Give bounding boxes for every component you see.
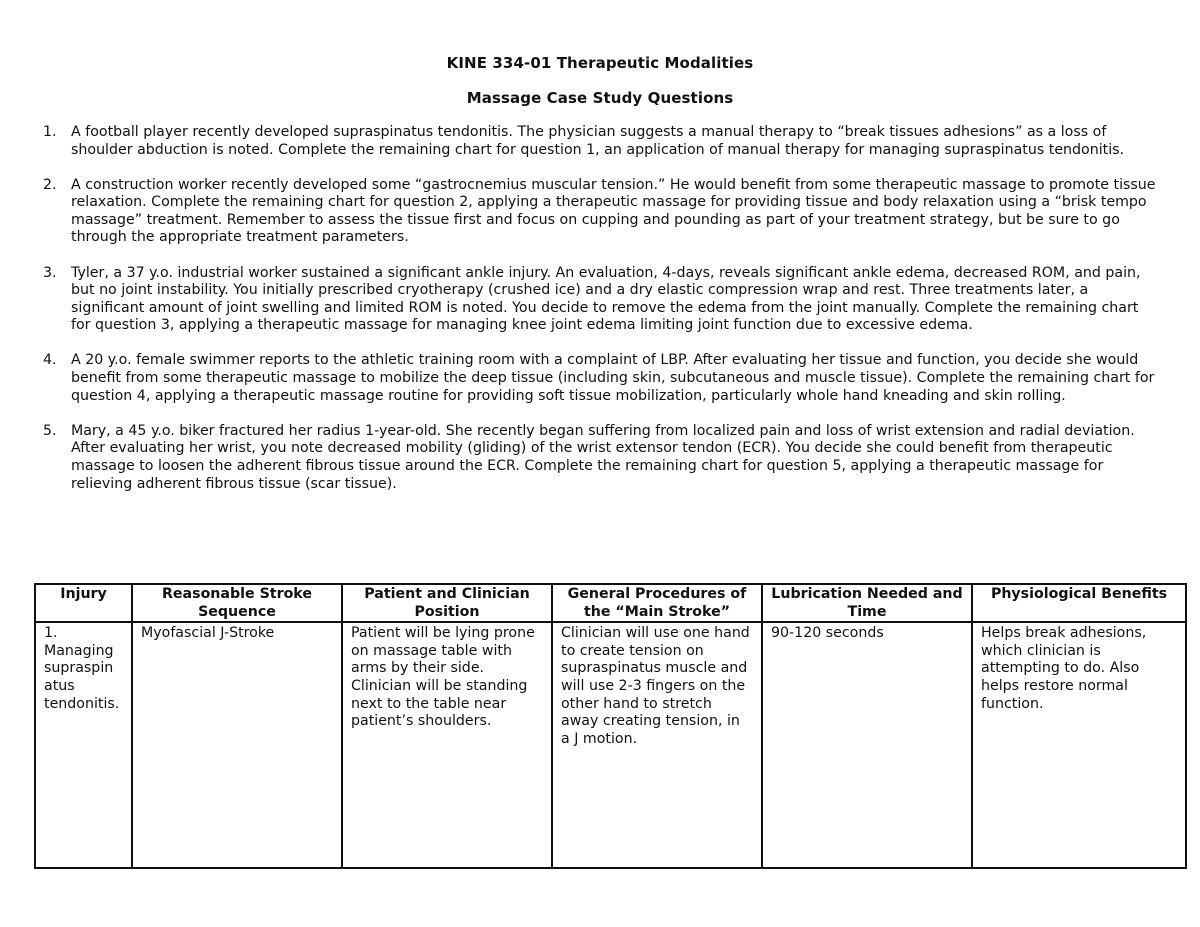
question-number: 1. <box>43 124 57 140</box>
cell-benefits: Helps break adhesions, which clinician is attempting to do. Also helps restore normal function. <box>972 622 1186 868</box>
question-text: A 20 y.o. female swimmer reports to the athletic training room with a complaint of LBP. After evaluating her tissue and function, you decide she would benefit from some therapeutic massage to mobilize the deep tissue (including skin, subcutaneous and muscle tissue). Complete the remaining chart for question 4, applying a therapeutic massage routine for providing soft tissue mobilization, particularly whole hand kneading and skin rolling. <box>71 352 1155 404</box>
case-study-chart <box>34 583 1187 869</box>
question-text: A construction worker recently developed some “gastrocnemius muscular tension.” He would benefit from some therapeutic massage to promote tissue relaxation. Complete the remaining chart for question 2, applying a therapeutic massage for providing tissue and body relaxation using a “brisk tempo massage” treatment. Remember to assess the tissue first and focus on cupping and pounding as part of your treatment strategy, but be sure to go through the appropriate treatment parameters. <box>71 176 1156 246</box>
header-procedures: General Procedures of the “Main Stroke” <box>552 584 762 622</box>
header-position: Patient and Clinician Position <box>342 584 552 622</box>
document-subtitle: Massage Case Study Questions <box>466 89 734 107</box>
question-number: 5. <box>43 422 57 439</box>
question-number: 3. <box>43 264 57 281</box>
question-item <box>43 352 1158 405</box>
cell-injury: 1. Managing supraspin atus tendonitis. <box>35 622 132 868</box>
question-item <box>43 177 1158 247</box>
question-item <box>43 423 1158 493</box>
cell-stroke-sequence: Myofascial J-Stroke <box>132 622 342 868</box>
question-number: 4. <box>43 352 57 369</box>
question-item <box>43 265 1158 335</box>
question-text: Tyler, a 37 y.o. industrial worker sustained a significant ankle injury. An evaluation, 4-days, reveals significant ankle edema, decreased ROM, and pain, but no joint instability. You initially prescribed cryotherapy (crushed ice) and a dry elastic compression wrap and rest. Three treatments later, a significant amount of joint swelling and limited ROM is noted. You decide to remove the edema from the joint manually. Complete the remaining chart for question 3, applying a therapeutic massage for managing knee joint edema limiting joint function due to excessive edema. <box>71 264 1141 334</box>
question-text: Mary, a 45 y.o. biker fractured her radius 1-year-old. She recently began suffering from localized pain and loss of wrist extension and radial deviation. After evaluating her wrist, you note decreased mobility (gliding) of the wrist extensor tendon (ECR). You decide she could benefit from therapeutic massage to loosen the adherent fibrous tissue around the ECR. Complete the remaining chart for question 5, applying a therapeutic massage for relieving adherent fibrous tissue (scar tissue). <box>71 422 1135 492</box>
table-header-row <box>35 584 1186 622</box>
header-injury: Injury <box>35 584 132 622</box>
cell-procedures: Clinician will use one hand to create tension on supraspinatus muscle and will use 2-3 fingers on the other hand to stretch away creating tension, in a J motion. <box>552 622 762 868</box>
document-title: KINE 334-01 Therapeutic Modalities <box>446 54 754 72</box>
header-lubrication: Lubrication Needed and Time <box>762 584 972 622</box>
table-row <box>35 622 1186 868</box>
question-list <box>43 124 1158 511</box>
header-benefits: Physiological Benefits <box>972 584 1186 622</box>
question-item <box>43 124 1158 159</box>
cell-position: Patient will be lying prone on massage table with arms by their side. Clinician will be standing next to the table near patient’s shoulders. <box>342 622 552 868</box>
cell-lubrication: 90-120 seconds <box>762 622 972 868</box>
question-number: 2. <box>43 176 57 193</box>
question-text: A football player recently developed supraspinatus tendonitis. The physician suggests a manual therapy to “break tissues adhesions” as a loss of shoulder abduction is noted. Complete the remaining chart for question 1, an application of manual therapy for managing supraspinatus tendonitis. <box>71 124 1125 158</box>
header-stroke-sequence: Reasonable Stroke Sequence <box>132 584 342 622</box>
